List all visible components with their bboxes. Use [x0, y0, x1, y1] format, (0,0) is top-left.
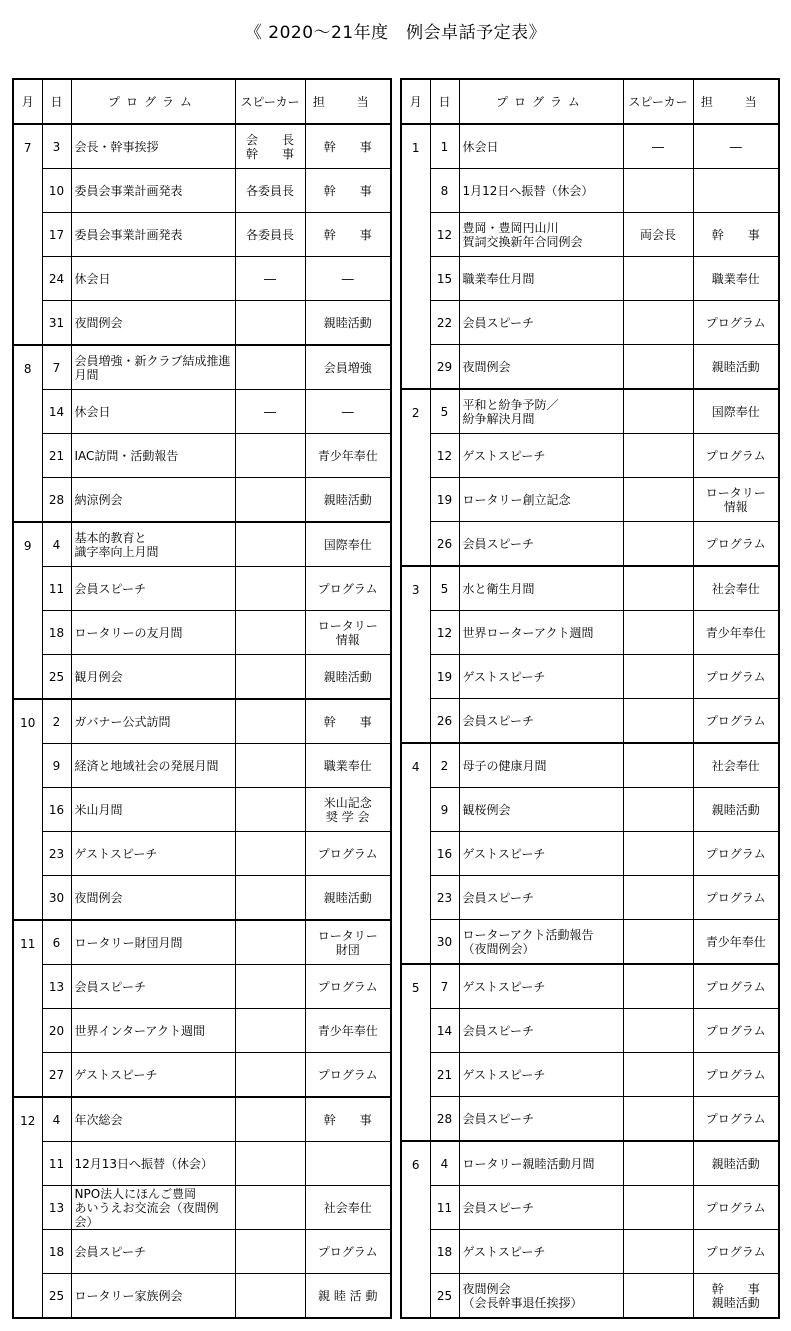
program-cell: 会員スピーチ [71, 965, 235, 1009]
header-speaker: スピーカー [235, 79, 305, 124]
speaker-cell [623, 169, 693, 213]
program-cell: 委員会事業計画発表 [71, 169, 235, 213]
table-row [13, 478, 391, 523]
speaker-cell [623, 832, 693, 876]
table-row [401, 1097, 779, 1142]
tanto-cell: 親睦活動 [305, 478, 391, 523]
tanto-cell: 親睦活動 [693, 345, 779, 390]
table-row [401, 389, 779, 434]
day-cell: 1 [430, 124, 459, 169]
program-cell: 観桜例会 [459, 788, 623, 832]
table-row [401, 522, 779, 567]
table-row [401, 920, 779, 965]
month-cell: 12 [13, 1097, 42, 1318]
program-cell: 休会日 [71, 257, 235, 301]
day-cell: 16 [430, 832, 459, 876]
tanto-cell: 幹 事 [305, 213, 391, 257]
table-row [401, 611, 779, 655]
day-cell: 12 [430, 434, 459, 478]
speaker-cell [623, 1053, 693, 1097]
program-cell: 夜間例会 [71, 876, 235, 921]
tanto-cell: 青少年奉仕 [305, 1009, 391, 1053]
speaker-cell [623, 257, 693, 301]
day-cell: 18 [42, 611, 71, 655]
program-cell: 休会日 [459, 124, 623, 169]
tanto-cell: 米山記念 奨 学 会 [305, 788, 391, 832]
speaker-cell [235, 655, 305, 700]
schedule-table-right [400, 78, 780, 1319]
program-cell: 会員スピーチ [459, 876, 623, 920]
table-row [401, 1274, 779, 1319]
speaker-cell [623, 964, 693, 1009]
month-cell: 10 [13, 699, 42, 920]
day-cell: 6 [42, 920, 71, 965]
tanto-cell: 社会奉仕 [305, 1186, 391, 1230]
day-cell: 24 [42, 257, 71, 301]
day-cell: 13 [42, 1186, 71, 1230]
speaker-cell [235, 832, 305, 876]
tanto-cell: プログラム [305, 567, 391, 611]
table-row [13, 434, 391, 478]
speaker-cell: ― [235, 257, 305, 301]
speaker-cell [235, 301, 305, 346]
day-cell: 14 [430, 1009, 459, 1053]
program-cell: 世界ローターアクト週間 [459, 611, 623, 655]
table-row [13, 788, 391, 832]
speaker-cell [235, 1009, 305, 1053]
table-header-row [13, 79, 391, 124]
tanto-cell: 国際奉仕 [305, 522, 391, 567]
speaker-cell [623, 1009, 693, 1053]
speaker-cell [623, 1186, 693, 1230]
program-cell: 夜間例会 [71, 301, 235, 346]
day-cell: 4 [430, 1141, 459, 1186]
program-cell: 夜間例会 [459, 345, 623, 390]
speaker-cell [235, 1230, 305, 1274]
tanto-cell: ロータリー 財団 [305, 920, 391, 965]
tanto-cell: プログラム [693, 699, 779, 744]
table-row [401, 1230, 779, 1274]
day-cell: 25 [42, 655, 71, 700]
header-month: 月 [401, 79, 430, 124]
header-program: プログラム [459, 79, 623, 124]
program-cell: 平和と紛争予防／ 紛争解決月間 [459, 389, 623, 434]
speaker-cell [235, 611, 305, 655]
program-cell: 会員スピーチ [71, 1230, 235, 1274]
program-cell: 職業奉仕月間 [459, 257, 623, 301]
program-cell: 年次総会 [71, 1097, 235, 1142]
speaker-cell [235, 788, 305, 832]
day-cell: 7 [430, 964, 459, 1009]
tanto-cell: 職業奉仕 [693, 257, 779, 301]
tanto-cell: 親睦活動 [693, 1141, 779, 1186]
day-cell: 15 [430, 257, 459, 301]
day-cell: 19 [430, 478, 459, 522]
speaker-cell [235, 699, 305, 744]
day-cell: 23 [430, 876, 459, 920]
speaker-cell [235, 744, 305, 788]
table-row [13, 1230, 391, 1274]
day-cell: 7 [42, 345, 71, 390]
program-cell: 会員スピーチ [459, 522, 623, 567]
tanto-cell: プログラム [693, 1186, 779, 1230]
table-row [13, 169, 391, 213]
day-cell: 31 [42, 301, 71, 346]
program-cell: 会員スピーチ [459, 1186, 623, 1230]
table-row [13, 213, 391, 257]
table-row [401, 345, 779, 390]
tanto-cell [693, 169, 779, 213]
table-row [401, 1053, 779, 1097]
table-row [13, 345, 391, 390]
table-row [13, 699, 391, 744]
tanto-cell: 青少年奉仕 [693, 920, 779, 965]
tanto-cell: 親睦活動 [305, 655, 391, 700]
speaker-cell [235, 1097, 305, 1142]
header-day: 日 [430, 79, 459, 124]
speaker-cell [623, 434, 693, 478]
day-cell: 25 [430, 1274, 459, 1319]
tanto-cell: ― [305, 257, 391, 301]
program-cell: 水と衛生月間 [459, 566, 623, 611]
speaker-cell [623, 1141, 693, 1186]
tanto-cell: ― [305, 390, 391, 434]
table-row [401, 1141, 779, 1186]
day-cell: 25 [42, 1274, 71, 1319]
table-row [13, 1274, 391, 1319]
table-row [13, 876, 391, 921]
table-row [401, 699, 779, 744]
tanto-cell: プログラム [693, 434, 779, 478]
speaker-cell [623, 345, 693, 390]
speaker-cell [623, 655, 693, 699]
table-row [13, 920, 391, 965]
tanto-cell: ― [693, 124, 779, 169]
tanto-cell: 親 睦 活 動 [305, 1274, 391, 1319]
tanto-cell: プログラム [693, 876, 779, 920]
day-cell: 10 [42, 169, 71, 213]
speaker-cell: 会 長 幹 事 [235, 124, 305, 169]
table-row [13, 257, 391, 301]
table-row [401, 743, 779, 788]
program-cell: 夜間例会 （会長幹事退任挨拶） [459, 1274, 623, 1319]
day-cell: 22 [430, 301, 459, 345]
day-cell: 28 [42, 478, 71, 523]
speaker-cell [623, 876, 693, 920]
day-cell: 17 [42, 213, 71, 257]
table-row [13, 124, 391, 169]
day-cell: 16 [42, 788, 71, 832]
speaker-cell [235, 1186, 305, 1230]
program-cell: 12月13日へ振替（休会） [71, 1142, 235, 1186]
program-cell: 会員スピーチ [459, 1097, 623, 1142]
program-cell: ゲストスピーチ [459, 1230, 623, 1274]
table-row [401, 964, 779, 1009]
program-cell: ゲストスピーチ [71, 832, 235, 876]
tanto-cell: 幹 事 [305, 169, 391, 213]
speaker-cell [235, 522, 305, 567]
program-cell: ゲストスピーチ [71, 1053, 235, 1098]
table-row [401, 301, 779, 345]
speaker-cell [235, 920, 305, 965]
table-row [13, 390, 391, 434]
day-cell: 29 [430, 345, 459, 390]
tanto-cell: プログラム [693, 301, 779, 345]
program-cell: 母子の健康月間 [459, 743, 623, 788]
table-row [13, 1142, 391, 1186]
speaker-cell [235, 1274, 305, 1319]
program-cell: ロータリー家族例会 [71, 1274, 235, 1319]
table-row [401, 788, 779, 832]
table-row [401, 832, 779, 876]
speaker-cell [623, 920, 693, 965]
table-row [401, 257, 779, 301]
table-row [401, 876, 779, 920]
day-cell: 9 [430, 788, 459, 832]
tanto-cell: 職業奉仕 [305, 744, 391, 788]
program-cell: 休会日 [71, 390, 235, 434]
header-day: 日 [42, 79, 71, 124]
header-tanto: 担 当 [305, 79, 391, 124]
tanto-cell: プログラム [305, 965, 391, 1009]
tanto-cell: 社会奉仕 [693, 566, 779, 611]
tanto-cell: 会員増強 [305, 345, 391, 390]
program-cell: 会員スピーチ [71, 567, 235, 611]
speaker-cell [235, 876, 305, 921]
tanto-cell: プログラム [693, 964, 779, 1009]
tanto-cell: プログラム [693, 832, 779, 876]
tanto-cell: 親睦活動 [693, 788, 779, 832]
speaker-cell [623, 478, 693, 522]
program-cell: IAC訪問・活動報告 [71, 434, 235, 478]
table-row [401, 566, 779, 611]
day-cell: 26 [430, 522, 459, 567]
program-cell: ロータリー親睦活動月間 [459, 1141, 623, 1186]
speaker-cell: 各委員長 [235, 169, 305, 213]
day-cell: 28 [430, 1097, 459, 1142]
table-row [401, 1009, 779, 1053]
day-cell: 14 [42, 390, 71, 434]
tanto-cell: 親睦活動 [305, 876, 391, 921]
speaker-cell: ― [235, 390, 305, 434]
tanto-cell: 国際奉仕 [693, 389, 779, 434]
table-header-row [401, 79, 779, 124]
day-cell: 4 [42, 1097, 71, 1142]
month-cell: 7 [13, 124, 42, 345]
day-cell: 18 [430, 1230, 459, 1274]
table-row [401, 169, 779, 213]
speaker-cell [235, 965, 305, 1009]
speaker-cell [623, 522, 693, 567]
table-row [401, 434, 779, 478]
program-cell: 納涼例会 [71, 478, 235, 523]
program-cell: ゲストスピーチ [459, 434, 623, 478]
table-row [13, 1009, 391, 1053]
program-cell: ゲストスピーチ [459, 1053, 623, 1097]
day-cell: 23 [42, 832, 71, 876]
table-row [401, 1186, 779, 1230]
speaker-cell [235, 567, 305, 611]
table-row [401, 655, 779, 699]
program-cell: ロータリー財団月間 [71, 920, 235, 965]
day-cell: 4 [42, 522, 71, 567]
day-cell: 18 [42, 1230, 71, 1274]
tanto-cell: 青少年奉仕 [305, 434, 391, 478]
speaker-cell [623, 699, 693, 744]
day-cell: 11 [42, 567, 71, 611]
day-cell: 27 [42, 1053, 71, 1098]
day-cell: 5 [430, 389, 459, 434]
tanto-cell: プログラム [693, 1097, 779, 1142]
speaker-cell [623, 743, 693, 788]
speaker-cell: 両会長 [623, 213, 693, 257]
day-cell: 21 [42, 434, 71, 478]
program-cell: 会員スピーチ [459, 699, 623, 744]
program-cell: 会長・幹事挨拶 [71, 124, 235, 169]
program-cell: 会員スピーチ [459, 1009, 623, 1053]
table-row [13, 301, 391, 346]
month-cell: 4 [401, 743, 430, 964]
day-cell: 5 [430, 566, 459, 611]
day-cell: 2 [42, 699, 71, 744]
tanto-cell: ロータリー 情報 [693, 478, 779, 522]
program-cell: 会員増強・新クラブ結成推進 月間 [71, 345, 235, 390]
schedule-table-left [12, 78, 392, 1319]
program-cell: 委員会事業計画発表 [71, 213, 235, 257]
month-cell: 8 [13, 345, 42, 522]
day-cell: 12 [430, 213, 459, 257]
program-cell: 会員スピーチ [459, 301, 623, 345]
tanto-cell: プログラム [693, 522, 779, 567]
day-cell: 2 [430, 743, 459, 788]
day-cell: 19 [430, 655, 459, 699]
tanto-cell: 幹 事 [305, 699, 391, 744]
program-cell: ロータリーの友月間 [71, 611, 235, 655]
day-cell: 30 [430, 920, 459, 965]
month-cell: 1 [401, 124, 430, 389]
program-cell: ロータリー創立記念 [459, 478, 623, 522]
program-cell: ゲストスピーチ [459, 655, 623, 699]
program-cell: 1月12日へ振替（休会） [459, 169, 623, 213]
day-cell: 21 [430, 1053, 459, 1097]
program-cell: 世界インターアクト週間 [71, 1009, 235, 1053]
table-row [13, 1186, 391, 1230]
program-cell: ゲストスピーチ [459, 832, 623, 876]
day-cell: 11 [430, 1186, 459, 1230]
program-cell: 米山月間 [71, 788, 235, 832]
speaker-cell: ― [623, 124, 693, 169]
tanto-cell: 幹 事 親睦活動 [693, 1274, 779, 1319]
speaker-cell [623, 788, 693, 832]
table-row [13, 522, 391, 567]
table-row [13, 832, 391, 876]
tanto-cell [305, 1142, 391, 1186]
tanto-cell: 幹 事 [305, 1097, 391, 1142]
speaker-cell [623, 1274, 693, 1319]
table-row [13, 567, 391, 611]
day-cell: 11 [42, 1142, 71, 1186]
tanto-cell: プログラム [693, 1230, 779, 1274]
day-cell: 3 [42, 124, 71, 169]
tanto-cell: プログラム [693, 1053, 779, 1097]
program-cell: 経済と地域社会の発展月間 [71, 744, 235, 788]
tanto-cell: 幹 事 [693, 213, 779, 257]
speaker-cell [235, 1053, 305, 1098]
table-row [13, 655, 391, 700]
speaker-cell [235, 345, 305, 390]
header-tanto: 担 当 [693, 79, 779, 124]
speaker-cell [623, 1230, 693, 1274]
day-cell: 26 [430, 699, 459, 744]
tanto-cell: プログラム [305, 832, 391, 876]
tanto-cell: 社会奉仕 [693, 743, 779, 788]
program-cell: ガバナー公式訪問 [71, 699, 235, 744]
month-cell: 2 [401, 389, 430, 566]
tanto-cell: プログラム [693, 1009, 779, 1053]
month-cell: 3 [401, 566, 430, 743]
month-cell: 9 [13, 522, 42, 699]
table-row [13, 744, 391, 788]
speaker-cell [623, 389, 693, 434]
page-title: 《 2020～21年度 例会卓話予定表》 [244, 23, 547, 43]
tanto-cell: 親睦活動 [305, 301, 391, 346]
tanto-cell: 青少年奉仕 [693, 611, 779, 655]
day-cell: 30 [42, 876, 71, 921]
header-speaker: スピーカー [623, 79, 693, 124]
program-cell: 豊岡・豊岡円山川 賀詞交換新年合同例会 [459, 213, 623, 257]
tanto-cell: プログラム [305, 1053, 391, 1098]
table-row [401, 478, 779, 522]
speaker-cell [235, 1142, 305, 1186]
program-cell: 観月例会 [71, 655, 235, 700]
table-row [401, 124, 779, 169]
table-row [401, 213, 779, 257]
day-cell: 20 [42, 1009, 71, 1053]
program-cell: 基本的教育と 識字率向上月間 [71, 522, 235, 567]
program-cell: ローターアクト活動報告 （夜間例会） [459, 920, 623, 965]
table-row [13, 965, 391, 1009]
table-row [13, 1053, 391, 1098]
tanto-cell: 幹 事 [305, 124, 391, 169]
table-row [13, 611, 391, 655]
day-cell: 13 [42, 965, 71, 1009]
day-cell: 9 [42, 744, 71, 788]
month-cell: 5 [401, 964, 430, 1141]
month-cell: 11 [13, 920, 42, 1097]
day-cell: 8 [430, 169, 459, 213]
table-row [13, 1097, 391, 1142]
speaker-cell [623, 611, 693, 655]
speaker-cell [235, 434, 305, 478]
speaker-cell [235, 478, 305, 523]
program-cell: NPO法人にほんご豊岡 あいうえお交流会（夜間例会） [71, 1186, 235, 1230]
tanto-cell: プログラム [305, 1230, 391, 1274]
header-program: プログラム [71, 79, 235, 124]
speaker-cell [623, 566, 693, 611]
speaker-cell: 各委員長 [235, 213, 305, 257]
day-cell: 12 [430, 611, 459, 655]
speaker-cell [623, 1097, 693, 1142]
tanto-cell: ロータリー 情報 [305, 611, 391, 655]
month-cell: 6 [401, 1141, 430, 1318]
tanto-cell: プログラム [693, 655, 779, 699]
header-month: 月 [13, 79, 42, 124]
speaker-cell [623, 301, 693, 345]
program-cell: ゲストスピーチ [459, 964, 623, 1009]
